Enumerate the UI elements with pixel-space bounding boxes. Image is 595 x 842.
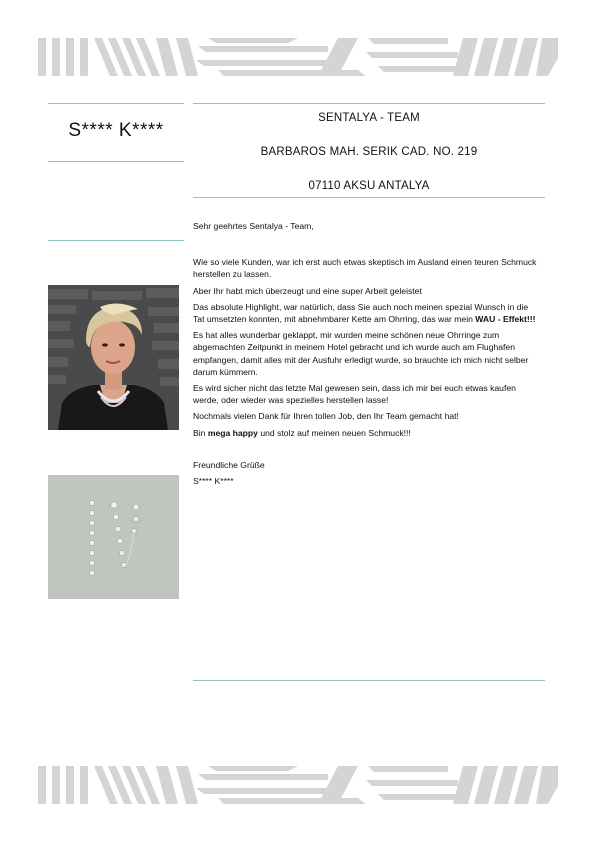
footer-rule: [193, 680, 545, 681]
paragraph-7: [193, 427, 538, 439]
recipient-street: BARBAROS MAH. SERIK CAD. NO. 219: [260, 146, 478, 158]
paragraph-3-text: Das absolute Highlight, war natürlich, dass Sie auch noch meinen spezial Wunsch in die Tat umsetzten konnten, mit abnehmbarer Kette am Ohrring, das war mein: [193, 301, 529, 325]
paragraph-2: Aber Ihr habt mich überzeugt und eine super Arbeit geleistet: [193, 285, 422, 296]
sender-name: S**** K****: [68, 120, 164, 141]
paragraph-7-post: und stolz auf meinen neuen Schmuck!!!: [257, 427, 411, 438]
salutation: Sehr geehrtes Sentalya - Team,: [193, 221, 314, 231]
customer-photo: [48, 285, 179, 430]
paragraph-4: Es hat alles wunderbar geklappt, mir wurden meine schönen neue Ohrringe zum abgemachten Zeitpunkt in meinem Hotel gebracht und ich wurde auch am Flughafen empfangen, damit alles mit der Ausfuhr erledigt wurde, so brauchte ich mich nicht selber darum kümmern.: [193, 330, 529, 377]
recipient-bottom-rule: [193, 197, 545, 198]
top-decorative-band: [38, 38, 558, 76]
paragraph-5: Es wird sicher nicht das letzte Mal gewesen sein, dass ich mir bei euch etwas kaufen werde, oder wieder was spezielles herstellen lasse!: [193, 383, 516, 406]
bottom-decorative-band: [38, 766, 558, 804]
signature: S**** K****: [193, 476, 234, 487]
mega-happy-highlight: mega happy: [207, 427, 258, 438]
jewelry-photo: [48, 475, 179, 599]
recipient-top-rule: [193, 103, 545, 104]
wau-effekt-highlight: WAU - Effekt!!!: [475, 314, 536, 325]
sidebar-rule: [48, 240, 184, 241]
paragraph-3: [193, 301, 538, 325]
paragraph-6: Nochmals vielen Dank für Ihren tollen Job, den Ihr Team gemacht hat!: [193, 411, 459, 422]
letter-body: [193, 220, 538, 487]
paragraph-1: Wie so viele Kunden, war ich erst auch etwas skeptisch im Ausland einen teuren Schmuck herstellen zu lassen.: [193, 257, 537, 280]
sender-top-rule: [48, 103, 184, 104]
paragraph-7-pre: Bin: [193, 427, 208, 438]
recipient-name: SENTALYA - TEAM: [318, 112, 420, 124]
closing: Freundliche Grüße: [193, 459, 265, 470]
sender-bottom-rule: [48, 161, 184, 162]
recipient-city: 07110 AKSU ANTALYA: [308, 180, 430, 192]
